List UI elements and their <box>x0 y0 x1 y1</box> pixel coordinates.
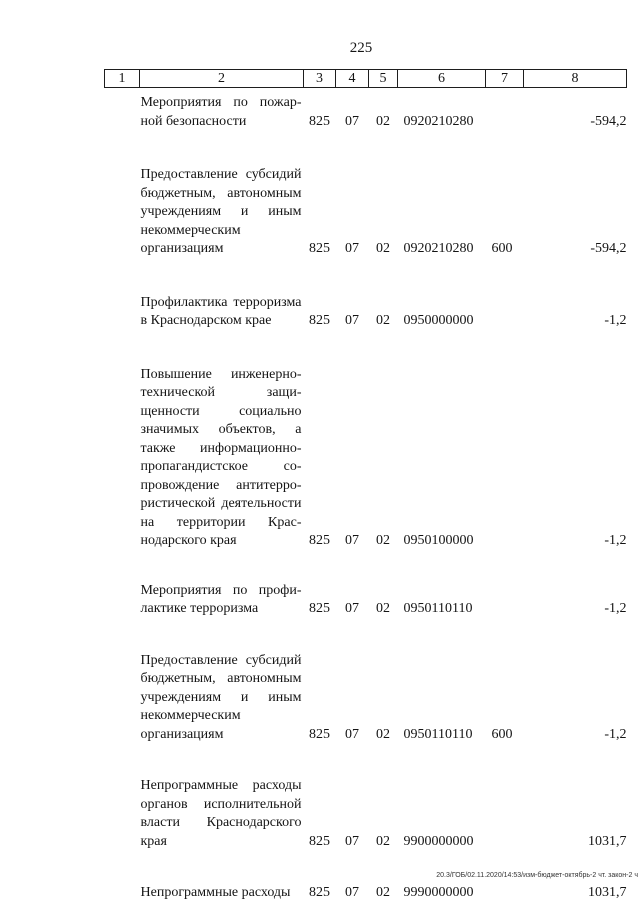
table-row <box>105 331 627 551</box>
col-3-cell: 825 <box>309 533 330 548</box>
col-5-cell: 02 <box>376 726 390 742</box>
col-6-cell: 9900000000 <box>403 833 474 849</box>
col-4-cell: 07 <box>345 726 359 742</box>
col-5-cell: 02 <box>376 313 390 328</box>
col-4-cell: 07 <box>345 601 359 616</box>
blank-cell <box>105 331 140 551</box>
row-name: Профилактика терроризма в Краснодарском крае <box>140 294 302 328</box>
budget-table <box>104 69 627 903</box>
column-header: 5 <box>369 70 398 88</box>
col-7-cell: 600 <box>491 241 513 256</box>
col-8-cell: -1,2 <box>604 726 627 742</box>
col-7-cell <box>486 744 524 851</box>
header-row <box>105 70 627 88</box>
table-row <box>105 551 627 619</box>
col-3-cell: 825 <box>309 601 330 616</box>
col-8-cell: -1,2 <box>604 313 627 328</box>
col-6-cell: 0950110110 <box>403 601 473 616</box>
column-header: 7 <box>486 70 524 88</box>
col-5-cell: 02 <box>376 113 390 129</box>
col-3-cell: 825 <box>309 113 330 129</box>
col-8-cell: 1031,7 <box>588 885 627 900</box>
col-5-cell: 02 <box>376 833 390 849</box>
table-row <box>105 259 627 331</box>
col-5-cell: 02 <box>376 533 390 548</box>
col-8-cell: -594,2 <box>590 113 627 129</box>
col-6-cell: 0920210280 <box>403 241 474 256</box>
col-6-cell: 0950100000 <box>403 533 474 548</box>
col-3-cell: 825 <box>309 313 330 328</box>
table-row <box>105 88 627 132</box>
page-number: 225 <box>349 40 373 56</box>
col-3-cell: 825 <box>309 726 330 742</box>
blank-cell <box>105 744 140 851</box>
table-row <box>105 131 627 259</box>
column-header: 2 <box>140 70 304 88</box>
blank-cell <box>105 551 140 619</box>
row-name: Мероприятия по пожарной безопасности <box>140 95 302 129</box>
col-5-cell: 02 <box>376 601 390 616</box>
col-7-cell: 600 <box>491 726 513 742</box>
col-4-cell: 07 <box>345 533 359 548</box>
col-7-cell <box>486 259 524 331</box>
column-header: 1 <box>105 70 140 88</box>
col-4-cell: 07 <box>345 241 359 256</box>
col-3-cell: 825 <box>309 833 330 849</box>
col-7-cell <box>486 88 524 132</box>
col-6-cell: 0950000000 <box>403 313 474 328</box>
col-4-cell: 07 <box>345 313 359 328</box>
blank-cell <box>105 131 140 259</box>
col-8-cell: -1,2 <box>604 601 627 616</box>
col-6-cell: 0920210280 <box>403 113 474 129</box>
column-header: 3 <box>304 70 336 88</box>
row-name: Мероприятия по профилактике терроризма <box>140 582 302 616</box>
col-8-cell: -594,2 <box>590 241 627 256</box>
row-name: Предоставление субсидий бюджетным, автономным учреждениям и иным некоммерческим организациям <box>140 652 302 742</box>
footer-stamp: 20.3/ГОБ/02.11.2020/14:53/изм-бюджет-октябрь-2 чт. закон-2 ч <box>436 872 638 879</box>
col-7-cell <box>486 551 524 619</box>
col-3-cell: 825 <box>309 885 330 900</box>
row-name: Непрограммные расходы <box>140 885 291 900</box>
col-7-cell <box>486 331 524 551</box>
col-4-cell: 07 <box>345 885 359 900</box>
col-4-cell: 07 <box>345 113 359 129</box>
column-header: 6 <box>398 70 486 88</box>
col-8-cell: 1031,7 <box>588 833 627 849</box>
table-row <box>105 619 627 745</box>
table-row <box>105 744 627 851</box>
blank-cell <box>105 88 140 132</box>
col-8-cell: -1,2 <box>604 533 627 548</box>
blank-cell <box>105 619 140 745</box>
row-name: Повышение инженерно-технической защищенности социально значимых объектов, а также информационно-пропагандистское сопровождение антитеррористической деятельности на территории Краснодарского края <box>140 366 302 548</box>
col-5-cell: 02 <box>376 241 390 256</box>
blank-cell <box>105 259 140 331</box>
col-6-cell: 9990000000 <box>403 885 474 900</box>
blank-cell <box>105 851 140 903</box>
col-5-cell: 02 <box>376 885 390 900</box>
row-name: Непрограммные расходы органов исполнительной власти Краснодарского края <box>140 778 302 849</box>
col-4-cell: 07 <box>345 833 359 849</box>
row-name: Предоставление субсидий бюджетным, автономным учреждениям и иным некоммерческим организациям <box>140 167 302 256</box>
col-3-cell: 825 <box>309 241 330 256</box>
column-header: 8 <box>524 70 627 88</box>
column-header: 4 <box>336 70 369 88</box>
col-6-cell: 0950110110 <box>403 726 473 742</box>
